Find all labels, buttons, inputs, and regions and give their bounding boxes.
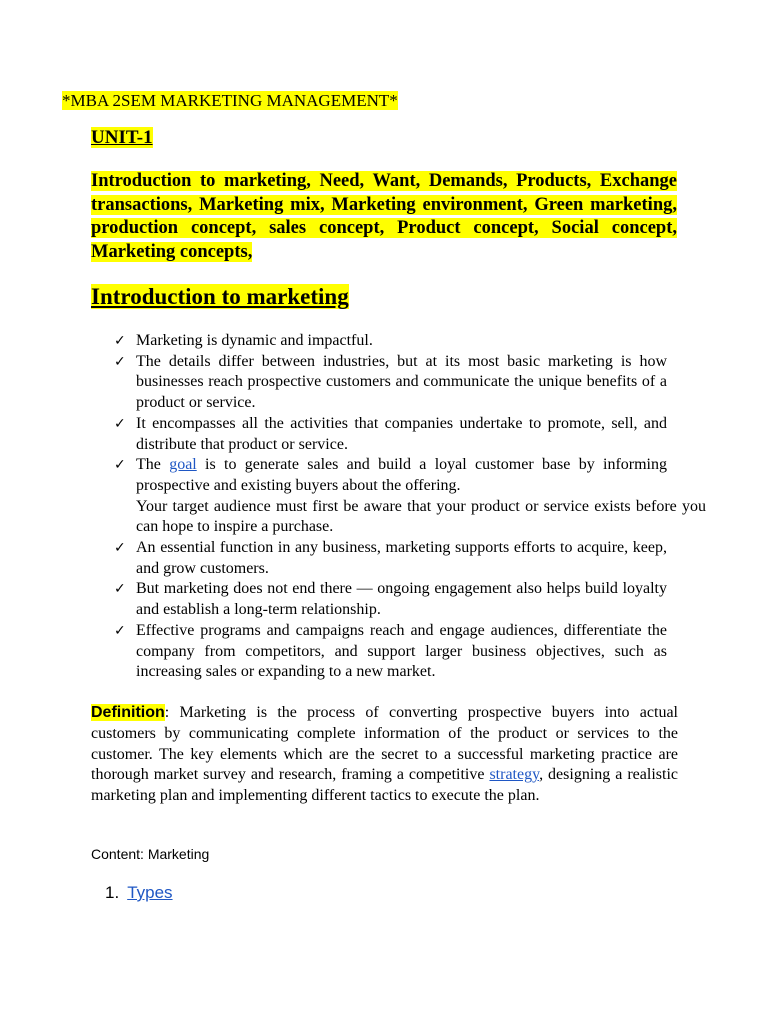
- list-item-text: [136, 455, 667, 496]
- strategy-link[interactable]: strategy: [489, 766, 540, 784]
- list-item-continuation: Your target audience must first be aware that your product or service exists before you can hope to inspire a purchase.: [136, 497, 706, 536]
- list-item: [0, 538, 706, 579]
- list-item: [0, 579, 706, 620]
- list-item-text: But marketing does not end there — ongoing engagement also helps build loyalty and establish a long-term relationship.: [136, 580, 667, 619]
- checkmark-icon: ✓: [114, 457, 126, 474]
- list-item-text: Marketing is dynamic and impactful.: [136, 332, 373, 349]
- toc-item-number: 1.: [105, 883, 120, 902]
- list-item-text: An essential function in any business, marketing supports efforts to acquire, keep, and grow customers.: [136, 539, 667, 577]
- checkmark-icon: ✓: [114, 353, 126, 370]
- intro-checklist: [0, 331, 706, 683]
- document-title: [62, 89, 398, 113]
- list-item: [0, 331, 706, 352]
- goal-link[interactable]: goal: [169, 456, 197, 474]
- list-item: [0, 455, 706, 538]
- toc-item: [105, 883, 173, 903]
- checkmark-icon: ✓: [114, 581, 126, 598]
- checkmark-icon: ✓: [114, 622, 126, 639]
- section-heading: [91, 284, 349, 310]
- definition-label: Definition: [91, 704, 165, 721]
- checkmark-icon: ✓: [114, 540, 126, 557]
- list-item-text: It encompasses all the activities that companies undertake to promote, sell, and distribute that product or service.: [136, 414, 667, 453]
- unit-heading: [91, 127, 153, 149]
- list-item-text: Effective programs and campaigns reach and engage audiences, differentiate the company from competitors, and support larger business objectives, such as increasing sales or expanding to a new market.: [136, 621, 667, 681]
- list-item-text-after: is to generate sales and build a loyal customer base by informing prospective and existing buyers about the offering.: [136, 456, 667, 494]
- unit-topics-text: Introduction to marketing, Need, Want, Demands, Products, Exchange transactions, Marketing mix, Marketing environment, Green marketing, production concept, sales concept, Product concept, Social concept, Marketing concepts,: [91, 171, 677, 263]
- toc-link-types[interactable]: Types: [127, 883, 173, 902]
- checkmark-icon: ✓: [114, 415, 126, 432]
- definition-text-before: Marketing is the process of converting prospective buyers into actual customers by communicating complete information of the product or services to the customer. The key elements which are the secret to a successful marketing practice are thorough market survey and research, framing a competitive: [91, 704, 678, 784]
- checkmark-icon: ✓: [114, 333, 126, 349]
- section-heading-text: Introduction to marketing: [91, 284, 349, 309]
- definition-colon: :: [164, 704, 170, 721]
- list-item: [0, 414, 706, 455]
- content-label: Content: Marketing: [91, 846, 210, 862]
- list-item-text: The details differ between industries, but at its most basic marketing is how businesses reach prospective customers and communicate the unique benefits of a product or service.: [136, 352, 667, 412]
- definition-text-after: , designing a realistic marketing plan and implementing different tactics to execute the plan.: [91, 766, 678, 805]
- document-title-text: *MBA 2SEM MARKETING MANAGEMENT*: [62, 91, 398, 110]
- unit-heading-text: UNIT-1: [91, 127, 153, 148]
- list-item: [0, 621, 706, 683]
- unit-topics: [91, 170, 677, 265]
- list-item: [0, 352, 706, 414]
- list-item-text-before: The: [136, 456, 170, 474]
- definition-paragraph: [91, 703, 678, 807]
